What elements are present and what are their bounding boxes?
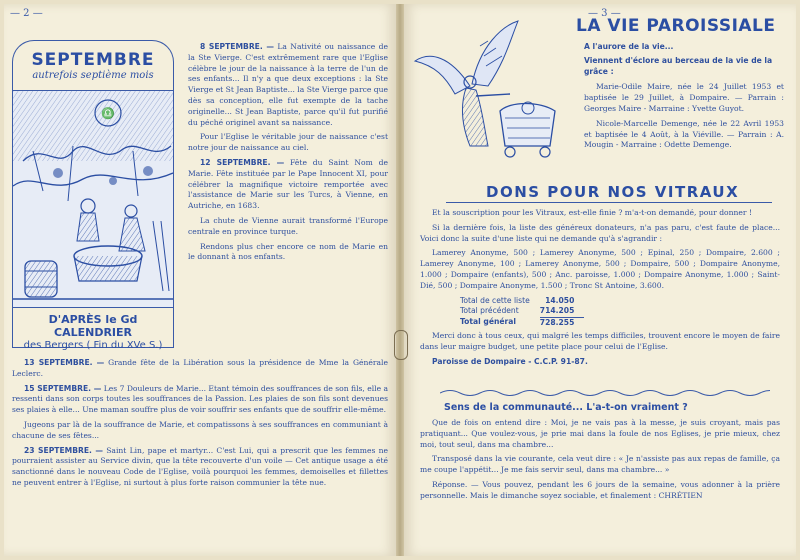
staple — [394, 330, 408, 360]
total-label: Total de cette liste — [460, 295, 530, 305]
paragraph: Merci donc à tous ceux, qui malgré les temps difficiles, trouvent encore le moyen de faire dans leur maigre budget, une petite place pour celui de l'Eglise. — [420, 331, 780, 351]
parish-life-title: LA VIE PAROISSIALE — [576, 16, 776, 36]
paragraph: Et la souscription pour les Vitraux, est-elle finie ? m'a-t-on demandé, pour donner ! — [432, 208, 753, 217]
caption-line-1: D'APRÈS le Gd CALENDRIER — [48, 313, 138, 339]
wavy-divider — [440, 388, 770, 398]
angel-cradle-illustration — [410, 16, 570, 166]
ccp-account: Paroisse de Dompaire - C.C.P. 91-87. — [432, 356, 588, 366]
total-value: 728.255 — [539, 317, 575, 327]
total-value: 714.205 — [540, 306, 585, 317]
paragraph: 8 SEPTEMBRE. — La Nativité ou naissance de la Ste Vierge. C'est extrêmement rare que l'Eglise célèbre le jour de la naissance à la terre de l'un de ses enfants... Il n'y a que deux exceptions : la Ste Vierge et St Jean Baptiste... la Ste Vierge parce que dès sa conception, elle fut exempte de la tache originelle... St Jean Baptiste, parce qu'il fut purifié du péché originel avant sa naissance. — [188, 42, 388, 127]
total-value: 14.050 — [545, 295, 575, 305]
baptism-entry: Marie-Odile Maire, née le 24 Juillet 1953 et baptisée le 29 Juillet, à Dompaire. — Parrain : Georges Maire - Marraine : Yvette Guyot. — [584, 82, 784, 113]
woodcut-vine-harvest-image — [13, 91, 173, 307]
paragraph: Rendons plus cher encore ce nom de Marie en le donnant à nos enfants. — [188, 241, 388, 262]
paragraph: Que de fois on entend dire : Moi, je ne vais pas à la messe, je suis croyant, mais pas pratiquant... Que voulez-vous, je prie mai dans la foule de nos Eglises, je prie mieux, chez moi, tout seul, dans ma chambre... — [420, 418, 780, 449]
donations-section — [420, 208, 780, 371]
paragraph: Pour l'Eglise le véritable jour de naissance c'est notre jour de naissance au ciel. — [188, 132, 388, 153]
donor-list: Lamerey Anonyme, 500 ; Lamerey Anonyme, 500 ; Epinal, 250 ; Dompaire, 2.600 ; Lamerey Anonyme, 100 ; Lamerey Anonyme, 500 ; Dompaire, 500 ; Dompaire Anonyme, 1.000 ; Dompaire (enfants), 500 ; Anc. paroisse, 1.000 ; Dompaire Anonyme, 1.000 ; Saint-Dié, 500 ; Dompaire Anonyme, 1.500 ; Tronc St Antoine, 3.600. — [420, 248, 780, 290]
page-number-left: — 2 — — [10, 8, 43, 19]
month-title: SEPTEMBRE — [31, 50, 155, 70]
aurore-subheading: Viennent d'éclore au berceau de la vie de la grâce : — [584, 55, 773, 76]
month-header-box — [12, 40, 174, 93]
page-number-right: — 3 — — [588, 8, 621, 19]
svg-text:♎: ♎ — [101, 107, 115, 120]
paragraph: Si la dernière fois, la liste des généreux donateurs, n'a pas paru, c'est faute de place... Voici donc la suite d'une liste qui ne demande qu'à s'agrandir : — [420, 222, 780, 243]
paragraph: Jugeons par là de la souffrance de Marie, et compatissons à ses souffrances en communiant à chacune de ses fêtes... — [12, 419, 388, 440]
month-subtitle: autrefois septième mois — [32, 70, 154, 81]
table-row — [460, 306, 584, 317]
community-section-title: Sens de la communauté... L'a-t-on vraiment ? — [444, 402, 688, 413]
paragraph: La chute de Vienne aurait transformé l'Europe centrale en province turque. — [188, 215, 388, 236]
paragraph: 23 SEPTEMBRE. — Saint Lin, pape et martyr... C'est Lui, qui a prescrit que les femmes ne pourraient assister au Service divin, que la tête recouverte d'un voile — Cet antique usage a été sanctionné dans le nouveau Code de l'Eglise, voilà pourquoi les femmes, demoiselles et fillettes ne peuvent entrer à l'Eglise, ni surtout à plus forte raison communier la tête nue. — [12, 445, 388, 487]
calendar-woodcut-illustration — [12, 90, 174, 308]
total-label: Total général — [460, 317, 517, 327]
paragraph: 15 SEPTEMBRE. — Les 7 Douleurs de Marie... Etant témoin des souffrances de son fils, elle a ressenti dans son corps toutes les souffrances de la Passion. Les plaies de son fils sont devenues ses plaies à elle... Une maman souffre plus de voir souffrir ses enfants que de souffrir elle-même. — [12, 383, 389, 415]
baptisms-section — [584, 42, 784, 155]
paragraph: Réponse. — Vous pouvez, pendant les 6 jours de la semaine, vous adonner à la prière personnelle. Mais le dimanche soyez sociable, et finalement : CHRÉTIEN — [420, 479, 780, 500]
woodcut-caption — [12, 307, 174, 351]
community-section — [420, 418, 780, 506]
total-label: Total précédent — [460, 306, 519, 316]
donations-title-rule — [446, 202, 772, 203]
aurore-heading: A l'aurore de la vie... — [584, 42, 674, 51]
donations-title: DONS POUR NOS VITRAUX — [486, 183, 740, 201]
left-column-text — [188, 42, 388, 267]
caption-line-2: des Bergers ( Fin du XVe S.) — [23, 340, 163, 351]
baptism-entry: Nicole-Marcelle Demenge, née le 22 Avril 1953 et baptisée le 4 Août, à la Viéville. — Parrain : A. Mougin - Marraine : Odette Demenge. — [584, 118, 784, 150]
table-row — [460, 296, 584, 307]
table-row — [460, 317, 584, 328]
left-full-width-text — [12, 358, 388, 493]
paragraph: 12 SEPTEMBRE. — Fête du Saint Nom de Marie. Fête instituée par le Pape Innocent XI, pour célébrer la magnifique victoire remportée avec l'assistance de Marie sur les Turcs, à Vienne, en Autriche, en 1683. — [188, 157, 388, 211]
totals-table — [460, 296, 584, 329]
page-fold — [396, 4, 404, 556]
paragraph: 13 SEPTEMBRE. — Grande fête de la Libération sous la présidence de Mme la Générale Leclerc. — [12, 358, 388, 378]
paragraph: Transposé dans la vie courante, cela veut dire : « Je n'assiste pas aux repas de famille, ça me coupe l'appétit... Je me fais servir seul, dans ma chambre... » — [420, 454, 780, 475]
